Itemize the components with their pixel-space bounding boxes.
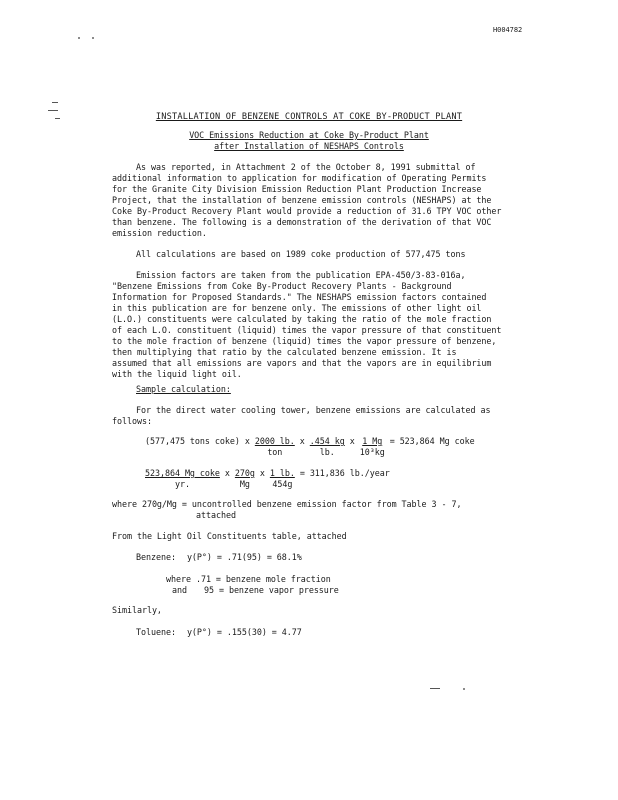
- vapor-pressure-note: 95 = benzene vapor pressure: [203, 585, 339, 595]
- fraction: [255, 436, 295, 458]
- scan-speck: [463, 688, 465, 690]
- text-line: with the liquid light oil.: [112, 369, 242, 379]
- toluene-label: Toluene:: [136, 627, 176, 637]
- text-line: Project, that the installation of benzene emission controls (NESHAPS) at the: [112, 195, 492, 205]
- document-title: INSTALLATION OF BENZENE CONTROLS AT COKE BY-PRODUCT PLANT: [155, 112, 463, 122]
- eq-operator: x: [224, 468, 230, 478]
- eq-text: (577,475 tons coke) x: [145, 436, 250, 446]
- eq-operator: x: [259, 468, 265, 478]
- document-subtitle: after Installation of NESHAPS Controls: [214, 141, 404, 151]
- document-subtitle: VOC Emissions Reduction at Coke By-Product Plant: [189, 130, 429, 140]
- toluene-line: [136, 627, 302, 638]
- fraction: [235, 468, 255, 490]
- text-line: Information for Proposed Standards." The NESHAPS emission factors contained: [112, 292, 487, 302]
- toluene-equation: y(P°) = .155(30) = 4.77: [186, 627, 302, 637]
- fraction-den: ton: [267, 447, 283, 457]
- scan-speck: [78, 37, 80, 39]
- text-line-and: [172, 585, 339, 596]
- fraction: [310, 436, 345, 458]
- text-line: Coke By-Product Recovery Plant would provide a reduction of 31.6 TPY VOC other: [112, 206, 502, 216]
- text-line: where .71 = benzene mole fraction: [166, 574, 331, 584]
- light-oil-reference: [112, 531, 347, 542]
- text-line: (L.O.) constituents were calculated by taking the ratio of the mole fraction: [112, 314, 492, 324]
- fraction-num: 1 Mg: [362, 436, 383, 446]
- and-word: and: [172, 585, 187, 595]
- text-line: Emission factors are taken from the publication EPA-450/3-83-016a,: [136, 270, 466, 280]
- text-line: then multiplying that ratio by the calculated benzene emission. It is: [112, 347, 457, 357]
- text-line: emission reduction.: [112, 228, 207, 238]
- text-line: Similarly,: [112, 605, 162, 615]
- fraction-num: 523,864 Mg coke: [145, 468, 220, 478]
- fraction-den: lb.: [319, 447, 335, 457]
- equation-benzene-emissions: [145, 468, 390, 490]
- scan-speck: [92, 37, 94, 39]
- text-line: of each L.O. constituent (liquid) times the vapor pressure of that constituent: [112, 325, 502, 335]
- scan-mark: [48, 110, 58, 111]
- fraction-num: 2000 lb.: [254, 436, 295, 446]
- fraction-den: yr.: [174, 479, 190, 489]
- scan-mark: [430, 688, 440, 689]
- fraction: [145, 468, 220, 490]
- benzene-label: Benzene:: [136, 552, 176, 562]
- eq-result: = 311,836 lb./year: [299, 468, 390, 478]
- fraction-num: .454 kg: [309, 436, 345, 446]
- text-line: As was reported, in Attachment 2 of the October 8, 1991 submittal of: [136, 162, 476, 172]
- paragraph-emission-factors: [112, 270, 542, 380]
- eq-result: = 523,864 Mg coke: [389, 436, 475, 446]
- fraction-den: 10³kg: [359, 447, 385, 457]
- text-line: additional information to application for modification of Operating Permits: [112, 173, 487, 183]
- text-line: in this publication are for benzene only. The emissions of other light oil: [112, 303, 482, 313]
- text-line: "Benzene Emissions from Coke By-Product Recovery Plants - Background: [112, 281, 452, 291]
- text-line: For the direct water cooling tower, benzene emissions are calculated as: [136, 405, 491, 415]
- text-line: for the Granite City Division Emission Reduction Plant Production Increase: [112, 184, 482, 194]
- text-line: assumed that all emissions are vapors and that the vapors are in equilibrium: [112, 358, 492, 368]
- fraction-den: Mg: [239, 479, 250, 489]
- fraction-num: 1 lb.: [269, 468, 295, 478]
- benzene-line: [136, 552, 302, 563]
- paragraph-intro: [112, 162, 542, 239]
- text-line: All calculations are based on 1989 coke production of 577,475 tons: [136, 249, 466, 259]
- text-line: attached: [196, 510, 236, 520]
- equation-coke-mass: [145, 436, 475, 458]
- paragraph-basis: [112, 249, 542, 260]
- fraction: [360, 436, 385, 458]
- document-id: H004782: [493, 26, 523, 34]
- section-heading: Sample calculation:: [136, 384, 231, 394]
- text-line: to the mole fraction of benzene (liquid) times the vapor pressure of benzene,: [112, 336, 497, 346]
- fraction-num: 270g: [234, 468, 255, 478]
- text-line: From the Light Oil Constituents table, attached: [112, 531, 347, 541]
- eq-operator: x: [349, 436, 355, 446]
- eq-operator: x: [299, 436, 305, 446]
- text-line: follows:: [112, 416, 152, 426]
- text-line: where 270g/Mg = uncontrolled benzene emission factor from Table 3 - 7,: [112, 499, 462, 509]
- fraction-den: 454g: [272, 479, 293, 489]
- fraction: [270, 468, 295, 490]
- text-line: than benzene. The following is a demonstration of the derivation of that VOC: [112, 217, 492, 227]
- benzene-equation: y(P°) = .71(95) = 68.1%: [186, 552, 302, 562]
- scan-mark: [52, 102, 58, 103]
